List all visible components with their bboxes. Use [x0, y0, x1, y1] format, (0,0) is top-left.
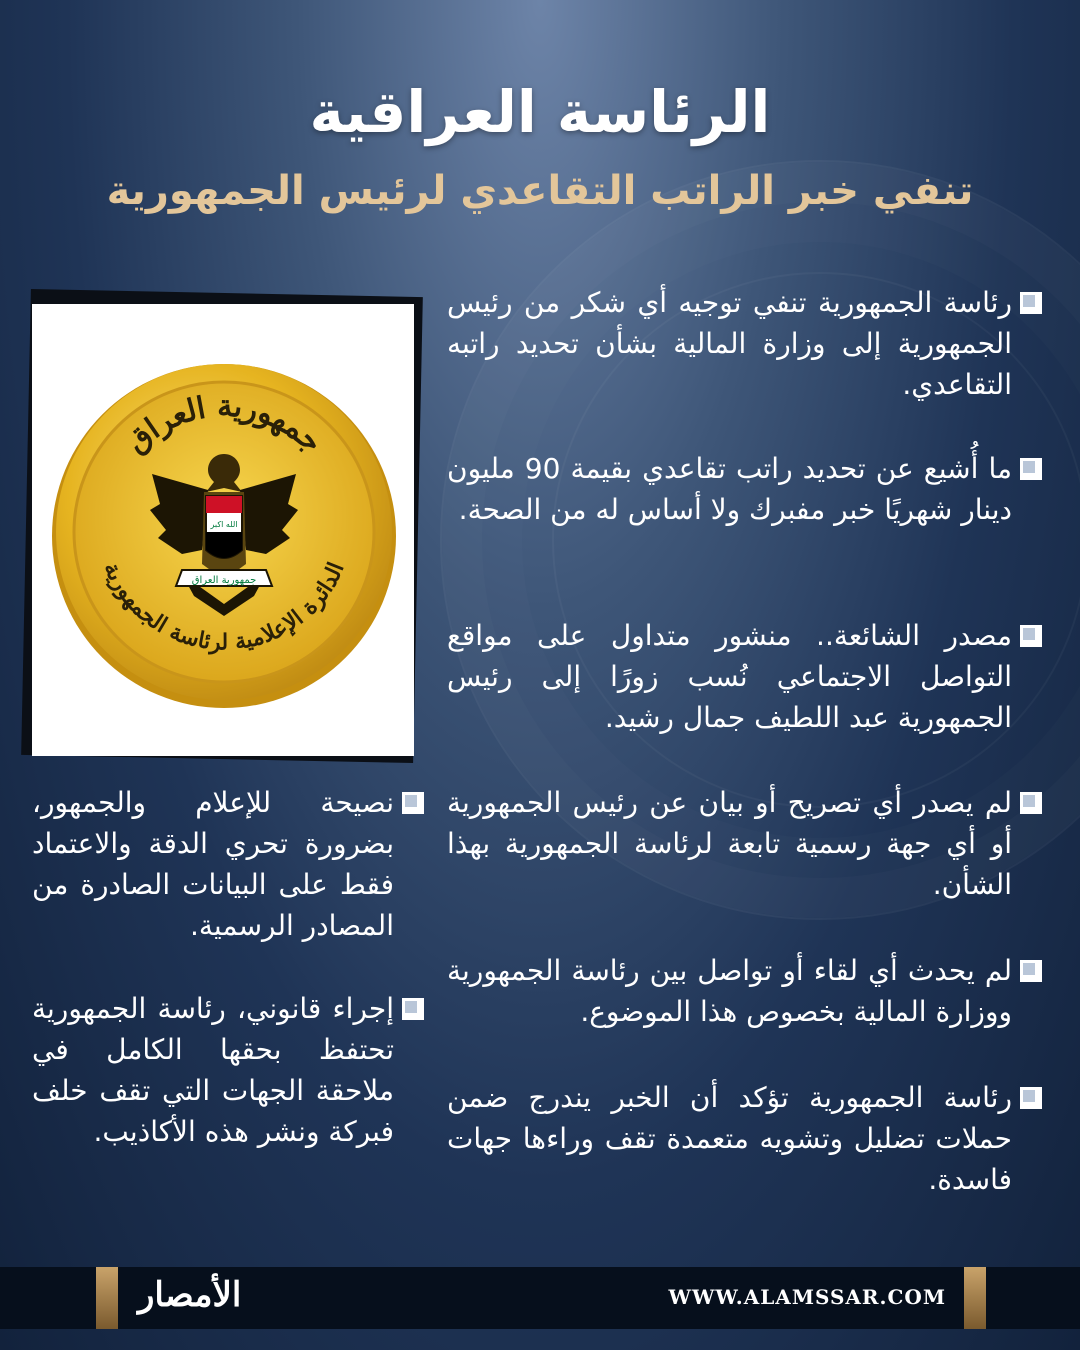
ribbon-banner-icon: [176, 570, 272, 586]
bullet-point: [447, 282, 1012, 405]
bullet-text: نصيحة للإعلام والجمهور، بضرورة تحري الدقة والاعتماد فقط على البيانات الصادرة من المصادر الرسمية.: [32, 786, 394, 942]
footer-gold-accent-right: [964, 1267, 986, 1329]
site-logo: [138, 1275, 241, 1315]
presidency-seal-icon: [32, 304, 414, 756]
presidency-emblem-image: [32, 304, 414, 756]
iraq-flag-shield-icon: [206, 496, 242, 558]
bullet-point: [447, 950, 1012, 1032]
bullet-text: ما أُشيع عن تحديد راتب تقاعدي بقيمة 90 مليون دينار شهريًا خبر مفبرك ولا أساس له من الصحة.: [447, 452, 1012, 526]
bullet-square-icon: [402, 998, 424, 1020]
bullet-point: [32, 782, 394, 946]
bullet-square-icon: [402, 792, 424, 814]
logo-text: الأمصار: [138, 1275, 242, 1315]
svg-text:جمهورية العراق: جمهورية العراق: [119, 388, 330, 461]
bullet-point: [447, 448, 1012, 530]
svg-text:جمهورية العراق: جمهورية العراق: [191, 575, 257, 586]
bullet-text: لم يصدر أي تصريح أو بيان عن رئيس الجمهورية أو أي جهة رسمية تابعة لرئاسة الجمهورية بهذا الشأن.: [447, 786, 1012, 901]
bullet-text: مصدر الشائعة.. منشور متداول على مواقع التواصل الاجتماعي نُسب زورًا إلى رئيس الجمهورية عبد اللطيف جمال رشيد.: [447, 619, 1012, 734]
bullet-point: [447, 615, 1012, 738]
footer-bar: [0, 1267, 1080, 1329]
bullet-square-icon: [1020, 960, 1042, 982]
bullet-square-icon: [1020, 292, 1042, 314]
svg-text:الله اكبر: الله اكبر: [210, 520, 238, 529]
bullet-square-icon: [1020, 792, 1042, 814]
bullet-point: [447, 782, 1012, 905]
bullet-square-icon: [1020, 458, 1042, 480]
page-title: الرئاسة العراقية: [309, 78, 771, 146]
bullet-text: رئاسة الجمهورية تنفي توجيه أي شكر من رئيس الجمهورية إلى وزارة المالية بشأن تحديد راتبه التقاعدي.: [447, 286, 1012, 401]
bullet-square-icon: [1020, 1087, 1042, 1109]
bullet-point: [447, 1077, 1012, 1200]
website-url: WWW.ALAMSSAR.COM: [668, 1285, 946, 1309]
bullet-text: لم يحدث أي لقاء أو تواصل بين رئاسة الجمهورية ووزارة المالية بخصوص هذا الموضوع.: [447, 954, 1012, 1028]
bullet-point: [32, 988, 394, 1152]
bullet-text: رئاسة الجمهورية تؤكد أن الخبر يندرج ضمن حملات تضليل وتشويه متعمدة تقف وراءها جهات فاسدة.: [447, 1081, 1012, 1196]
bullet-text: إجراء قانوني، رئاسة الجمهورية تحتفظ بحقها الكامل في ملاحقة الجهات التي تقف خلف فبركة ونشر هذه الأكاذيب.: [32, 992, 394, 1148]
page-subtitle: تنفي خبر الراتب التقاعدي لرئيس الجمهورية: [106, 168, 974, 214]
svg-text:الدائرة الإعلامية لرئاسة الجمه: الدائرة الإعلامية لرئاسة الجمهورية: [98, 558, 350, 656]
footer-gold-accent-left: [96, 1267, 118, 1329]
bullet-square-icon: [1020, 625, 1042, 647]
